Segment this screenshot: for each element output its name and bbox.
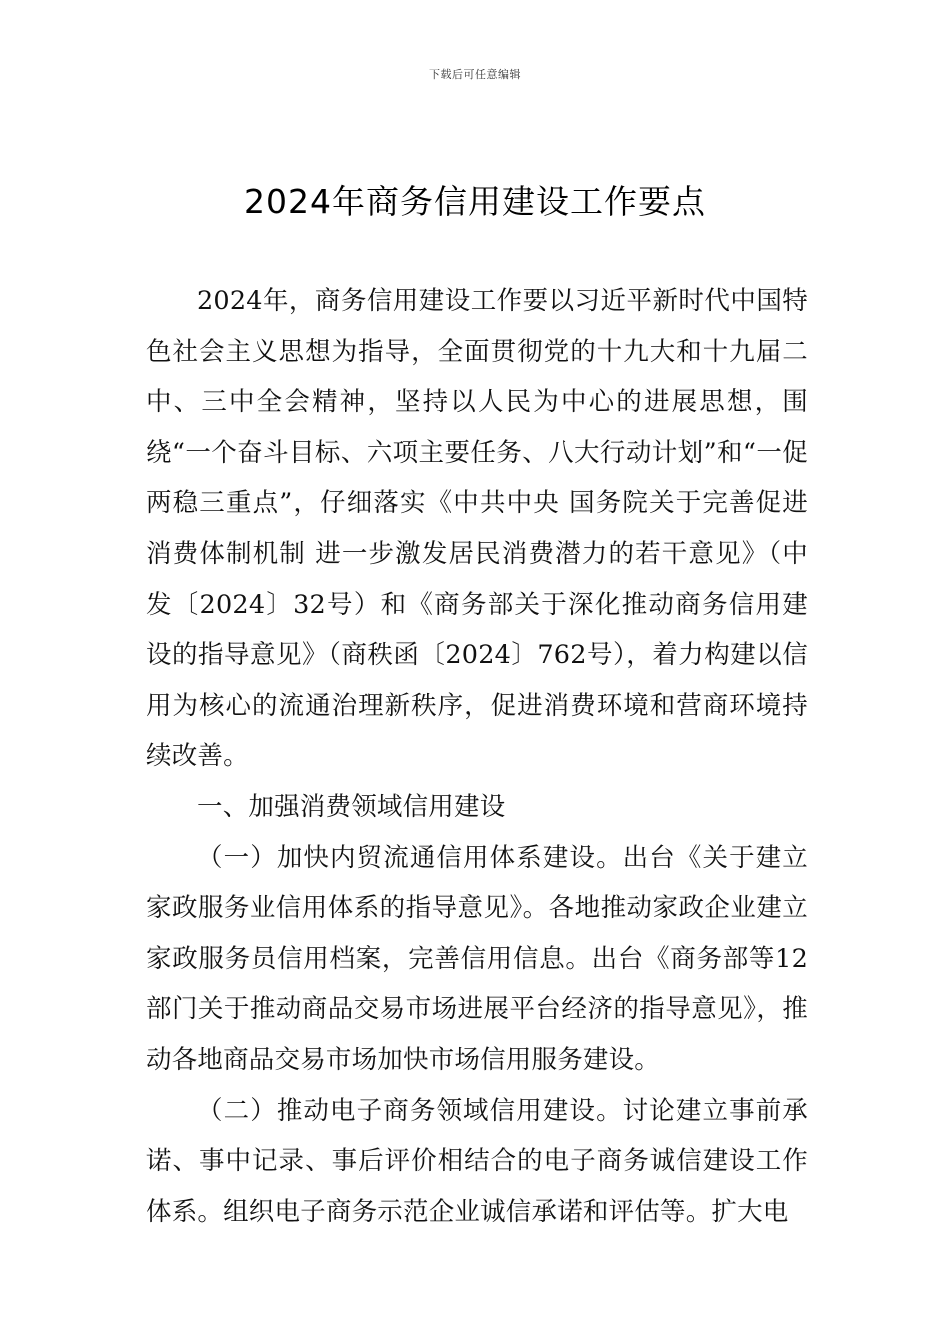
item-paragraph-1: （一）加快内贸流通信用体系建设。出台《关于建立家政服务业信用体系的指导意见》。各地推动家政企业建立家政服务员信用档案，完善信用信息。出台《商务部等12部门关于推动商品交易市场进展平台经济的指导意见》，推动各地商品交易市场加快市场信用服务建设。 xyxy=(146,842,808,1075)
intro-paragraph: 2024年，商务信用建设工作要以习近平新时代中国特色社会主义思想为指导，全面贯彻党的十九大和十九届二中、三中全会精神，坚持以人民为中心的进展思想，围绕“一个奋斗目标、六项主要任务、八大行动计划”和“一促两稳三重点”，仔细落实《中共中央 国务院关于完善促进消费体制机制 进一步激发居民消费潜力的若干意见》（中发〔2024〕32号）和《商务部关于深化推动商务信用建设的指导意见》（商秩函〔2024〕762号），着力构建以信用为核心的流通治理新秩序，促进消费环境和营商环境持续改善。 xyxy=(146,286,808,772)
header-note: 下载后可任意编辑 xyxy=(429,68,521,81)
document-title: 2024年商务信用建设工作要点 xyxy=(244,182,706,221)
item-paragraph-2: （二）推动电子商务领域信用建设。讨论建立事前承诺、事中记录、事后评价相结合的电子商务诚信建设工作体系。组织电子商务示范企业诚信承诺和评估等。扩大电 xyxy=(146,1095,808,1227)
section-heading: 一、加强消费领域信用建设 xyxy=(197,791,506,822)
document-body xyxy=(146,276,808,1237)
